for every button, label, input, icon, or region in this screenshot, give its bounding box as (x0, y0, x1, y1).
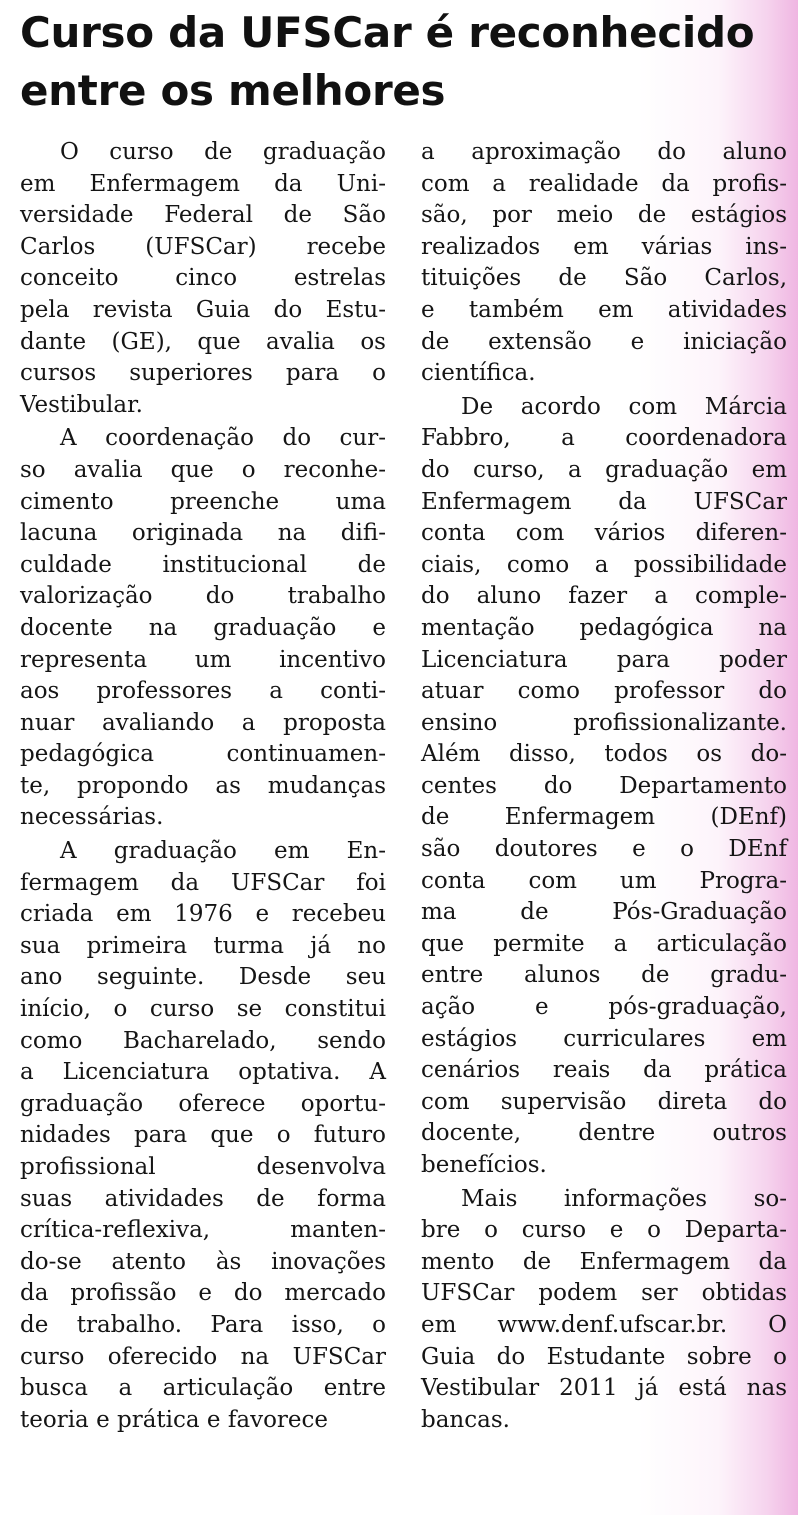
text-line: são, por meio de estágios (421, 202, 787, 229)
text-line: O curso de graduação (60, 139, 386, 165)
text-line: do aluno fazer a comple- (421, 583, 787, 610)
text-line: necessárias. (20, 804, 164, 831)
text-line: ação e pós-graduação, (421, 994, 787, 1021)
text-line: bancas. (421, 1406, 510, 1433)
text-line: centes do Departamento (421, 772, 787, 799)
text-line: com a realidade da profis- (421, 170, 787, 197)
text-line: lacuna originada na difi- (20, 520, 386, 547)
text-line: da profissão e do mercado (20, 1280, 386, 1307)
text-line: estágios curriculares em (421, 1025, 787, 1052)
text-line: nidades para que o futuro (20, 1122, 386, 1149)
article-column-left (20, 137, 386, 1438)
text-line: fermagem da UFSCar foi (20, 869, 386, 896)
text-line: representa um incentivo (20, 646, 386, 673)
text-line: busca a articulação entre (20, 1375, 386, 1402)
text-line: entre alunos de gradu- (421, 962, 787, 989)
text-line: atuar como professor do (421, 678, 787, 705)
text-line: de extensão e iniciação (421, 328, 787, 355)
text-line: ensino profissionalizante. (421, 709, 787, 736)
text-line: cimento preenche uma (20, 488, 386, 515)
article-paragraph (20, 137, 386, 421)
text-line: pela revista Guia do Estu- (20, 296, 386, 323)
text-line: nuar avaliando a proposta (20, 709, 386, 736)
text-line: Vestibular 2011 já está nas (421, 1375, 787, 1402)
text-line: ano seguinte. Desde seu (20, 964, 386, 991)
text-line: Vestibular. (20, 391, 143, 418)
text-line: docente na graduação e (20, 614, 386, 641)
text-line: sua primeira turma já no (20, 932, 386, 959)
text-line: curso oferecido na UFSCar (20, 1343, 386, 1370)
text-line: criada em 1976 e recebeu (20, 901, 386, 928)
text-line: do curso, a graduação em (421, 456, 787, 483)
headline-line: Curso da UFSCar é reconhecido (20, 8, 755, 57)
text-line: de trabalho. Para isso, o (20, 1311, 386, 1338)
text-line: tituições de São Carlos, (421, 265, 787, 292)
article-paragraph (20, 836, 386, 1436)
text-line: suas atividades de forma (20, 1185, 386, 1212)
text-line: de Enfermagem (DEnf) (421, 804, 787, 831)
article-column-right (421, 137, 787, 1438)
text-line: Guia do Estudante sobre o (421, 1343, 787, 1370)
text-line: a Licenciatura optativa. A (20, 1059, 386, 1086)
text-line: conta com vários diferen- (421, 520, 787, 547)
article-paragraph (20, 423, 386, 834)
text-line: conta com um Progra- (421, 867, 787, 894)
text-line: científica. (421, 360, 536, 387)
text-line: so avalia que o reconhe- (20, 456, 386, 483)
text-line: dante (GE), que avalia os (20, 328, 386, 355)
article-paragraph (421, 1184, 787, 1437)
text-line: mento de Enfermagem da (421, 1248, 787, 1275)
text-line: realizados em várias ins- (421, 233, 787, 260)
text-line: Enfermagem da UFSCar (421, 488, 787, 515)
text-line: Fabbro, a coordenadora (421, 425, 787, 452)
text-line: em www.denf.ufscar.br. O (421, 1311, 787, 1338)
text-line: ma de Pós-Graduação (421, 899, 787, 926)
text-line: do-se atento às inovações (20, 1248, 386, 1275)
text-line: teoria e prática e favorece (20, 1406, 329, 1433)
text-line: A graduação em En- (60, 838, 386, 865)
text-line: Mais informações so- (461, 1185, 787, 1212)
text-line: e também em atividades (421, 296, 787, 323)
text-line: pedagógica continuamen- (20, 741, 386, 768)
text-line: versidade Federal de São (20, 202, 386, 229)
text-line: aos professores a conti- (20, 678, 386, 705)
text-line: UFSCar podem ser obtidas (421, 1280, 787, 1307)
text-line: graduação oferece oportu- (20, 1090, 386, 1117)
text-line: mentação pedagógica na (421, 614, 787, 641)
text-line: início, o curso se constitui (20, 996, 386, 1023)
text-line: conceito cinco estrelas (20, 265, 386, 292)
text-line: como Bacharelado, sendo (20, 1027, 386, 1054)
text-line: a aproximação do aluno (421, 139, 787, 165)
text-line: em Enfermagem da Uni- (20, 170, 386, 197)
article-paragraph (421, 137, 787, 390)
text-line: A coordenação do cur- (60, 425, 386, 452)
text-line: valorização do trabalho (20, 583, 386, 610)
text-line: docente, dentre outros (421, 1120, 787, 1147)
text-line: Licenciatura para poder (421, 646, 787, 673)
headline-line: entre os melhores (20, 66, 446, 115)
text-line: Além disso, todos os do- (421, 741, 787, 768)
text-line: crítica-reflexiva, manten- (20, 1217, 386, 1244)
text-line: benefícios. (421, 1152, 547, 1178)
text-line: são doutores e o DEnf (421, 836, 787, 863)
article-headline (20, 4, 790, 120)
text-line: cursos superiores para o (20, 360, 386, 387)
text-line: De acordo com Márcia (461, 393, 787, 420)
text-line: bre o curso e o Departa- (421, 1217, 787, 1244)
article-paragraph (421, 392, 787, 1182)
text-line: Carlos (UFSCar) recebe (20, 233, 386, 260)
text-line: cenários reais da prática (421, 1057, 787, 1084)
text-line: te, propondo as mudanças (20, 772, 386, 799)
text-line: ciais, como a possibilidade (421, 551, 787, 578)
text-line: que permite a articulação (421, 930, 787, 957)
text-line: culdade institucional de (20, 551, 386, 578)
text-line: profissional desenvolva (20, 1154, 386, 1180)
text-line: com supervisão direta do (421, 1088, 787, 1115)
